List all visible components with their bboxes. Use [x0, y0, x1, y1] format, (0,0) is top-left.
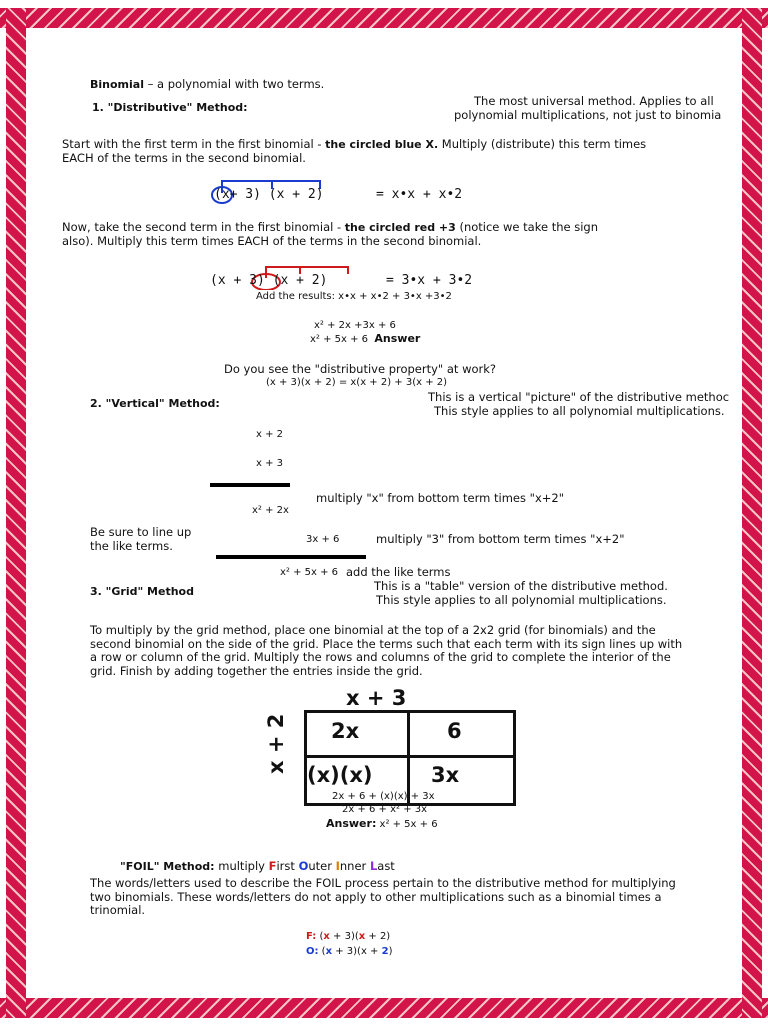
foil-f-label: F: [306, 931, 317, 942]
grid-answer-line [326, 817, 438, 832]
add-results-line: Add the results: x•x + x•2 + 3•x +3•2 [256, 291, 452, 302]
paragraph-1-line-1 [62, 137, 646, 152]
grid-side-binomial: x + 2 [264, 713, 288, 774]
method-2-note-line-2: This style applies to all polynomial multiplications. [434, 404, 725, 418]
foil-f-open: ( [316, 931, 324, 942]
binomial-definition [90, 77, 324, 92]
document-page [30, 32, 740, 994]
decorative-border-bottom [0, 998, 768, 1018]
answer-label: Answer [374, 332, 421, 345]
foil-o-label: O: [306, 946, 319, 957]
equation-2-right: = 3•x + 3•2 [386, 273, 473, 288]
foil-f-x1: x [323, 931, 330, 942]
binomial-term: Binomial [90, 78, 144, 91]
foil-f-end: + 2) [365, 931, 391, 942]
foil-title-line [120, 859, 395, 874]
foil-f-mid: + 3)( [329, 931, 359, 942]
equation-1-left: (x+ 3) (x + 2) [214, 187, 324, 202]
foil-o-end: ) [388, 946, 393, 957]
foil-outer-text: uter [308, 859, 336, 873]
vertical-top-binomial: x + 2 [256, 429, 284, 440]
foil-last-text: ast [377, 859, 395, 873]
grid-answer-value: x² + 5x + 6 [376, 819, 438, 830]
equation-1-right: = x•x + x•2 [376, 187, 463, 202]
method-1-note-line-1: The most universal method. Applies to all [474, 94, 714, 108]
vertical-multiply-3-note: multiply "3" from bottom term times "x+2" [376, 532, 625, 546]
vertical-rule-2 [216, 555, 366, 559]
simplify-line-1: x² + 2x +3x + 6 [314, 320, 396, 331]
foil-o-example [306, 945, 392, 959]
vertical-sum: x² + 5x + 6 [280, 567, 339, 578]
decorative-border-right [742, 8, 762, 1018]
p2-text-c: (notice we take the sign [455, 220, 598, 234]
vertical-multiply-x-note: multiply "x" from bottom term times "x+2" [316, 491, 564, 505]
foil-o-two: 2 [381, 946, 389, 957]
circled-blue-x-label: the circled blue X. [325, 138, 439, 151]
grid-cell-4: 3x [431, 763, 460, 787]
binomial-def-text: – a polynomial with two terms. [143, 77, 325, 91]
vertical-partial-product-1: x² + 2x [252, 505, 289, 516]
foil-title: "FOIL" Method: [120, 860, 215, 873]
foil-paragraph: The words/letters used to describe the FOIL process pertain to the distributive method for multiplying two binomials. These words/letters do not apply to other multiplications such as a binomial times a trinomial. [90, 876, 676, 917]
grid-answer-label: Answer: [326, 817, 377, 830]
decorative-border-top [0, 8, 768, 28]
foil-f-x2: x [358, 931, 366, 942]
simplified-result: x² + 5x + 6 [310, 334, 369, 345]
foil-i-letter: I [335, 859, 340, 873]
vertical-bottom-binomial: x + 3 [256, 458, 284, 469]
grid-top-binomial: x + 3 [346, 686, 407, 710]
grid-horizontal-divider [307, 755, 513, 758]
grid-cell-3: (x)(x) [307, 763, 373, 787]
foil-first-text: irst [276, 859, 299, 873]
grid-cell-1: 2x [331, 719, 360, 743]
grid-sum-line-1: 2x + 6 + (x)(x) + 3x [332, 791, 435, 802]
vertical-partial-product-2: 3x + 6 [306, 534, 340, 545]
foil-f-example [306, 930, 390, 944]
grid-sum-line-2: 2x + 6 + x² + 3x [342, 804, 428, 815]
p1-text-a: Start with the first term in the first binomial - [62, 137, 326, 151]
vertical-rule-1 [210, 483, 290, 487]
foil-f-letter: F [268, 859, 277, 873]
method-2-title: 2. "Vertical" Method: [90, 397, 220, 410]
distributive-property-equation: (x + 3)(x + 2) = x(x + 2) + 3(x + 2) [266, 377, 448, 388]
p2-text-a: Now, take the second term in the first binomial - [62, 220, 345, 234]
foil-inner-text: nner [339, 859, 370, 873]
foil-l-letter: L [369, 859, 378, 873]
circled-red-3-label: the circled red +3 [344, 221, 456, 234]
line-up-note-1: Be sure to line up [90, 525, 192, 539]
line-up-note-2: the like terms. [90, 539, 173, 553]
foil-o-open: ( [318, 946, 326, 957]
grid-method-paragraph: To multiply by the grid method, place one binomial at the top of a 2x2 grid (for binomials) and the second binomial on the side of the grid. Place the terms such that each term with its sign lines up with a row or column of the grid. Multiply the rows and columns of the grid to complete the interior of the grid. Finish by adding together the entries inside the grid. [90, 623, 683, 678]
foil-intro: multiply [214, 859, 269, 873]
vertical-add-like-terms: add the like terms [346, 565, 451, 579]
p1-text-c: Multiply (distribute) this term times [438, 137, 647, 151]
foil-o-letter: O [298, 859, 309, 873]
method-1-title: 1. "Distributive" Method: [92, 101, 248, 114]
distributive-property-question: Do you see the "distributive property" at work? [224, 362, 497, 376]
method-3-title: 3. "Grid" Method [90, 585, 194, 598]
grid-cell-2: 6 [447, 719, 462, 743]
paragraph-2-line-1 [62, 220, 598, 235]
method-1-note-line-2: polynomial multiplications, not just to binomia [454, 108, 722, 122]
decorative-border-left [6, 8, 26, 1018]
foil-o-mid: + 3)(x + [332, 946, 382, 957]
method-2-note-line-1: This is a vertical "picture" of the distributive methoc [428, 390, 730, 404]
method-3-note-line-2: This style applies to all polynomial multiplications. [376, 593, 667, 607]
paragraph-2-line-2: also). Multiply this term times EACH of the terms in the second binomial. [62, 234, 482, 248]
equation-2-left: (x + 3) (x + 2) [210, 273, 328, 288]
paragraph-1-line-2: EACH of the terms in the second binomial. [62, 151, 306, 165]
foil-o-x: x [325, 946, 333, 957]
method-3-note-line-1: This is a "table" version of the distributive method. [374, 579, 668, 593]
simplify-line-2 [310, 332, 420, 347]
